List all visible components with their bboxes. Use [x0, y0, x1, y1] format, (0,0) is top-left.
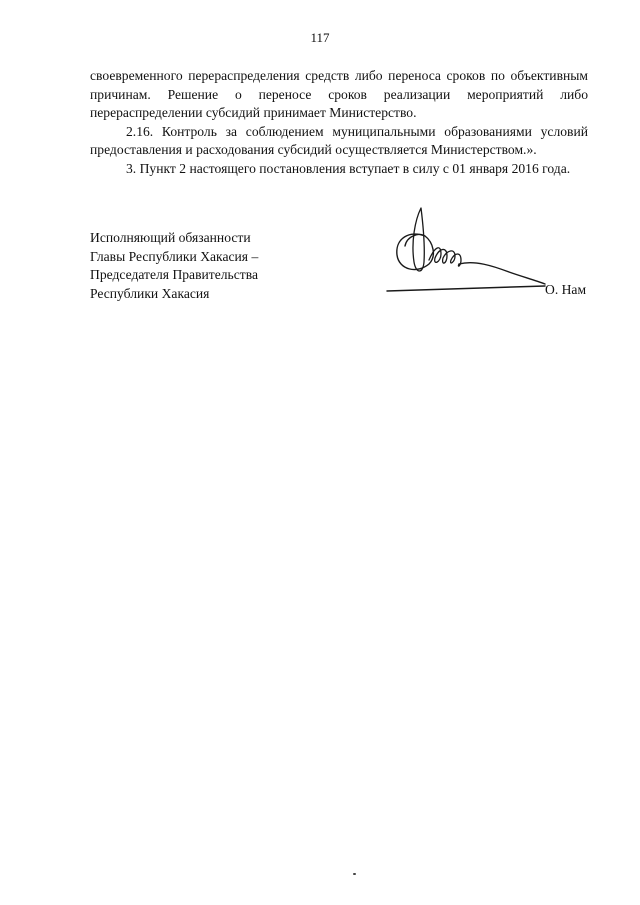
- paragraph-1: своевременного перераспределения средств либо переноса сроков по объективным причинам. Решение о переносе сроков реализации мероприятий либо перераспределении субсидий принимает Министерство.: [90, 68, 588, 120]
- page-number: 117: [310, 30, 330, 45]
- signature-stroke-1: [413, 208, 424, 271]
- paragraph-2: 2.16. Контроль за соблюдением муниципальными образованиями условий предоставления и расходования субсидий осуществляется Министерством.».: [90, 123, 588, 157]
- signature-stroke-3: [429, 248, 461, 266]
- signatory-name: О. Нам: [545, 282, 587, 297]
- scan-artifact: [353, 873, 356, 875]
- signatory-title-line-2: Главы Республики Хакасия –: [90, 248, 259, 264]
- handwritten-signature: [385, 200, 550, 300]
- paragraph-3: 3. Пункт 2 настоящего постановления вступает в силу с 01 января 2016 года.: [126, 160, 571, 176]
- body-text: [90, 67, 588, 178]
- signatory-title-line-1: Исполняющий обязанности: [90, 230, 251, 245]
- signatory-title: [90, 229, 258, 303]
- signatory-title-line-3: Председателя Правительства: [90, 267, 258, 282]
- signatory-title-line-4: Республики Хакасия: [90, 285, 210, 301]
- signature-stroke-4: [459, 263, 545, 284]
- signature-stroke-5: [387, 286, 545, 291]
